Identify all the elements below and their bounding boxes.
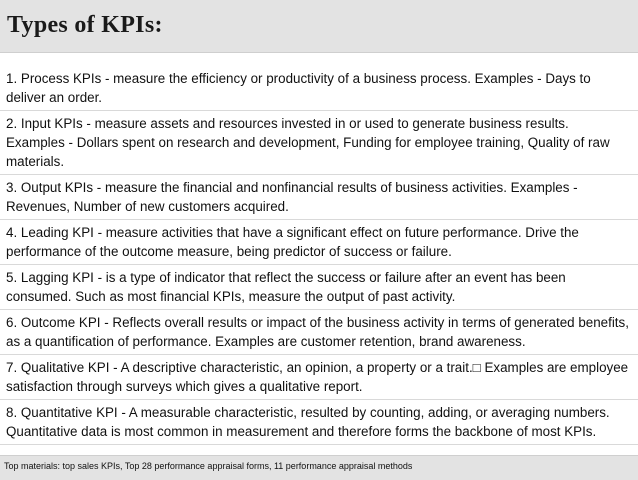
kpi-item-process: 1. Process KPIs - measure the efficiency or productivity of a business process. Examples - Days to deliver an order.: [0, 64, 638, 111]
kpi-item-qualitative: 7. Qualitative KPI - A descriptive characteristic, an opinion, a property or a trait.□ Examples are employee satisfaction through surveys which gives a qualitative report.: [0, 355, 638, 400]
kpi-item-quantitative: 8. Quantitative KPI - A measurable characteristic, resulted by counting, adding, or averaging numbers. Quantitative data is most common in measurement and therefore forms the backbone of most KPIs.: [0, 400, 638, 445]
kpi-item-leading: 4. Leading KPI - measure activities that have a significant effect on future performance. Drive the performance of the outcome measure, being predictor of success or failure.: [0, 220, 638, 265]
footer-bar: [0, 455, 638, 480]
kpi-item-lagging: 5. Lagging KPI - is a type of indicator that reflect the success or failure after an event has been consumed. Such as most financial KPIs, measure the output of past activity.: [0, 265, 638, 310]
footer-links-text[interactable]: Top materials: top sales KPIs, Top 28 performance appraisal forms, 11 performance appraisal methods: [4, 461, 413, 471]
kpi-item-outcome: 6. Outcome KPI - Reflects overall results or impact of the business activity in terms of generated benefits, as a quantification of performance. Examples are customer retention, brand awareness.: [0, 310, 638, 355]
page-title: Types of KPIs:: [7, 12, 163, 38]
kpi-item-input: 2. Input KPIs - measure assets and resources invested in or used to generate business results. Examples - Dollars spent on research and development, Funding for employee training, Quality of raw materials.: [0, 111, 638, 175]
slide-header: [0, 0, 638, 53]
kpi-item-output: 3. Output KPIs - measure the financial and nonfinancial results of business activities. Examples - Revenues, Number of new customers acquired.: [0, 175, 638, 220]
kpi-list: [0, 64, 638, 445]
